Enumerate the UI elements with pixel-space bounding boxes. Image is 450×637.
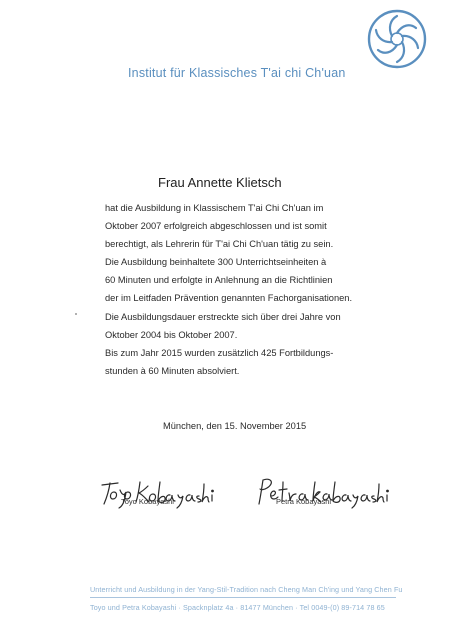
body-line: hat die Ausbildung in Klassischem T'ai Chi Ch'uan im	[105, 203, 324, 213]
place-and-date: München, den 15. November 2015	[163, 421, 307, 431]
recipient-name: Frau Annette Klietsch	[158, 175, 282, 190]
footer-tagline: Unterricht und Ausbildung in der Yang-Stil-Tradition nach Cheng Man Ch'ing und Yang Chen Fu	[90, 585, 403, 594]
body-line: Die Ausbildung beinhaltete 300 Unterrichtseinheiten à	[105, 257, 327, 268]
body-line: Die Ausbildungsdauer erstreckte sich über drei Jahre von	[105, 311, 341, 322]
body-line: Oktober 2004 bis Oktober 2007.	[105, 329, 238, 340]
signature-name-petra: Petra Kobayashi	[276, 497, 332, 506]
body-line: Oktober 2007 erfolgreich abgeschlossen und ist somit	[105, 221, 327, 232]
footer-divider	[90, 597, 396, 598]
footer-contact: Toyo und Petra Kobayashi · Spacknplatz 4a · 81477 München · Tel 0049-(0) 89-714 78 65	[90, 603, 385, 612]
body-line: Bis zum Jahr 2015 wurden zusätzlich 425 Fortbildungs-	[105, 347, 334, 358]
certificate-body	[105, 199, 395, 380]
body-line: stunden à 60 Minuten absolviert.	[105, 365, 240, 376]
margin-mark	[75, 313, 77, 315]
institute-name: Institut für Klassisches T'ai chi Ch'uan	[128, 66, 346, 80]
signature-name-toyo: Toyo Kobayashi	[121, 497, 174, 506]
body-line: 60 Minuten und erfolgte in Anlehnung an die Richtlinien	[105, 275, 333, 286]
body-line: berechtigt, als Lehrerin für T'ai Chi Ch'uan tätig zu sein.	[105, 239, 334, 250]
institute-logo-icon	[366, 8, 428, 70]
body-line: der im Leitfaden Prävention genannten Fachorganisationen.	[105, 293, 353, 304]
